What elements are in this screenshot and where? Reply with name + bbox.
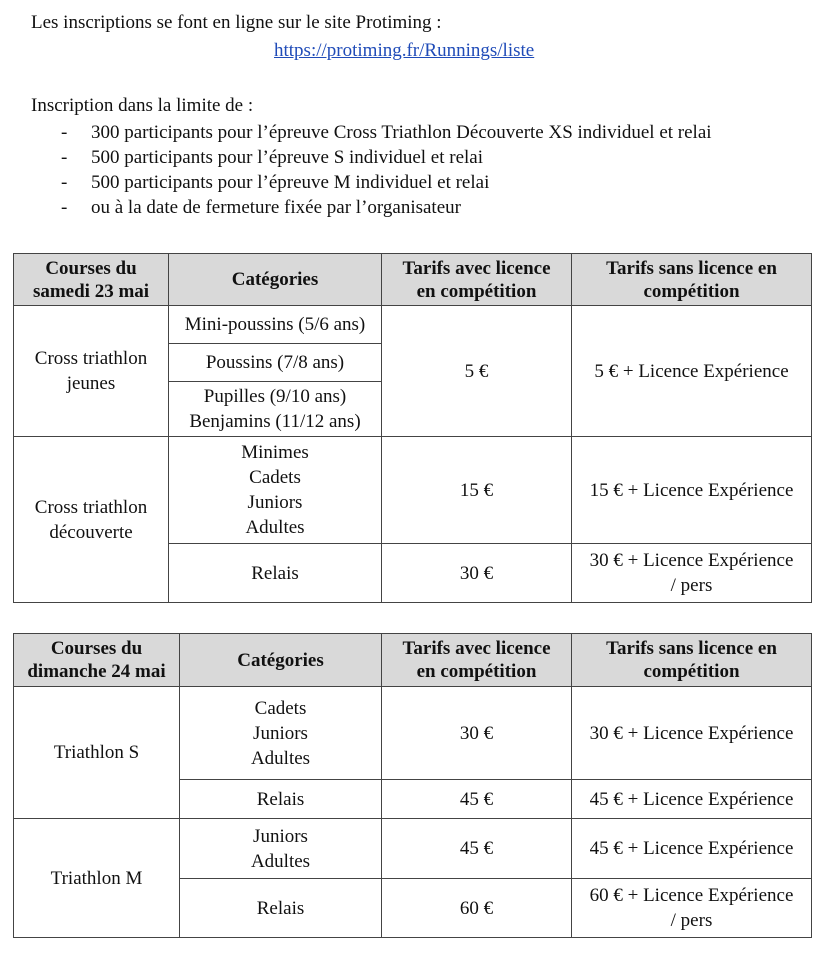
list-item: ou à la date de fermeture fixée par l’organisateur [91, 197, 461, 218]
pricing-table-saturday [13, 253, 812, 603]
table-header-row [14, 254, 812, 306]
table-header-row [14, 634, 812, 687]
table-row [14, 306, 812, 344]
category-cell: Relais [169, 544, 382, 603]
header-categories: Catégories [180, 634, 382, 687]
header-price-without-license: Tarifs sans licence en compétition [572, 254, 812, 306]
course-name: Cross triathlon découverte [14, 437, 169, 603]
intro-text: Les inscriptions se font en ligne sur le site Protiming : [31, 12, 442, 33]
price-without-license: 30 € + Licence Expérience [572, 687, 812, 780]
table-row [14, 687, 812, 780]
price-with-license: 45 € [382, 780, 572, 819]
list-item: 500 participants pour l’épreuve M individuel et relai [91, 172, 490, 193]
price-with-license: 5 € [382, 306, 572, 437]
category-cell: Relais [180, 879, 382, 938]
header-price-with-license: Tarifs avec licence en compétition [382, 254, 572, 306]
pricing-table-sunday [13, 633, 812, 938]
category-cell: Minimes Cadets Juniors Adultes [169, 437, 382, 544]
price-without-license: 60 € + Licence Expérience / pers [572, 879, 812, 938]
price-without-license: 15 € + Licence Expérience [572, 437, 812, 544]
price-with-license: 30 € [382, 687, 572, 780]
category-cell: Juniors Adultes [180, 819, 382, 879]
price-without-license: 30 € + Licence Expérience / pers [572, 544, 812, 603]
table-row [14, 819, 812, 879]
category-cell: Cadets Juniors Adultes [180, 687, 382, 780]
price-with-license: 15 € [382, 437, 572, 544]
header-course: Courses du dimanche 24 mai [14, 634, 180, 687]
price-with-license: 30 € [382, 544, 572, 603]
price-with-license: 45 € [382, 819, 572, 879]
protiming-link[interactable]: https://protiming.fr/Runnings/liste [274, 40, 535, 61]
course-name: Triathlon S [14, 687, 180, 819]
course-name: Triathlon M [14, 819, 180, 938]
course-name: Cross triathlon jeunes [14, 306, 169, 437]
header-categories: Catégories [169, 254, 382, 306]
list-bullet: - [61, 122, 68, 143]
category-cell: Mini-poussins (5/6 ans) [169, 306, 382, 344]
header-course: Courses du samedi 23 mai [14, 254, 169, 306]
category-cell: Pupilles (9/10 ans) Benjamins (11/12 ans) [169, 382, 382, 437]
limit-heading: Inscription dans la limite de : [31, 95, 254, 116]
price-without-license: 45 € + Licence Expérience [572, 780, 812, 819]
list-bullet: - [61, 197, 68, 218]
list-item: 300 participants pour l’épreuve Cross Triathlon Découverte XS individuel et relai [91, 122, 712, 143]
list-bullet: - [61, 147, 68, 168]
price-without-license: 45 € + Licence Expérience [572, 819, 812, 879]
list-bullet: - [61, 172, 68, 193]
header-price-without-license: Tarifs sans licence en compétition [572, 634, 812, 687]
table-row [14, 437, 812, 544]
list-item: 500 participants pour l’épreuve S individuel et relai [91, 147, 484, 168]
category-cell: Poussins (7/8 ans) [169, 344, 382, 382]
category-cell: Relais [180, 780, 382, 819]
header-price-with-license: Tarifs avec licence en compétition [382, 634, 572, 687]
price-without-license: 5 € + Licence Expérience [572, 306, 812, 437]
price-with-license: 60 € [382, 879, 572, 938]
